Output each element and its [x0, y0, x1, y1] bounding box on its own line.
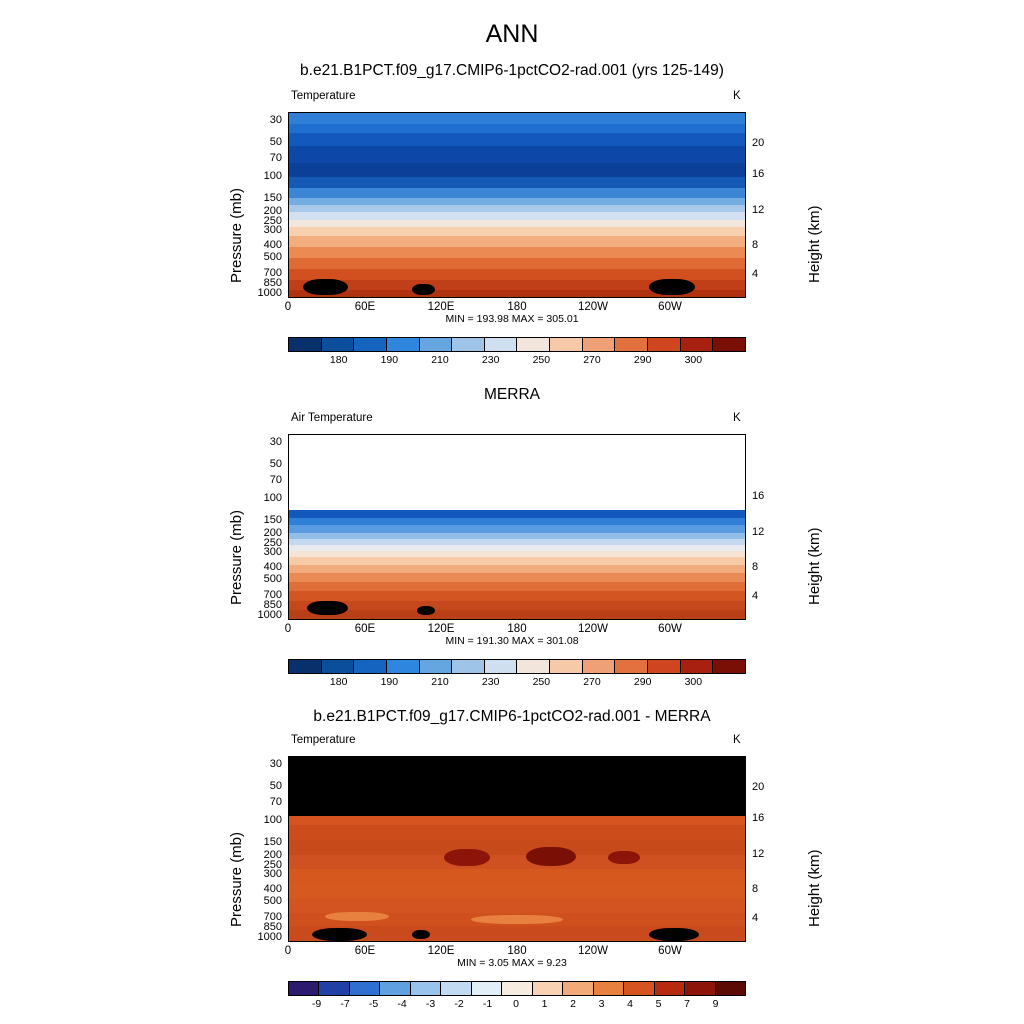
panel-1-colorbar-label-7: 300: [684, 354, 703, 366]
panel-2-contour-band-1: [289, 518, 745, 525]
panel-2-ytick-300: 300: [263, 546, 282, 558]
panel-3-colorbar-segment-7: [501, 982, 531, 995]
panel-1-colorbar-label-6: 290: [633, 354, 652, 366]
panel-2-ytick-30: 30: [269, 436, 282, 448]
panel-2-contour-band-10: [289, 582, 745, 591]
panel-3-ytick-30: 30: [269, 758, 282, 770]
panel-1-colorbar-segment-9: [582, 338, 615, 351]
panel-3-unit-label: K: [733, 734, 741, 746]
panel-3-colorbar-labels: [288, 998, 744, 1012]
panel-2-contour-band-8: [289, 565, 745, 573]
panel-1-colorbar-segment-8: [549, 338, 582, 351]
panel-3-terrain-mask-1: [312, 928, 367, 941]
panel-2-colorbar-segment-3: [386, 660, 419, 673]
panel-3-colorbar-label-2: -5: [368, 998, 379, 1010]
panel-2-colorbar-label-1: 190: [380, 676, 399, 688]
panel-3-colorbar-label-6: -1: [482, 998, 493, 1010]
panel-3-colorbar-label-11: 4: [627, 998, 633, 1010]
panel-1-contour-band-9: [289, 212, 745, 219]
panel-1-ytick-100: 100: [263, 170, 282, 182]
panel-2-unit-label: K: [733, 412, 741, 424]
panel-2-terrain-mask-2: [417, 606, 435, 615]
panel-1-colorbar-label-3: 230: [481, 354, 500, 366]
panel-1-contour-band-4: [289, 163, 745, 178]
panel-2-xtick-180: 180: [507, 623, 527, 635]
panel-2-colorbar-segment-8: [549, 660, 582, 673]
panel-3-y-axis-title-right: Height (km): [806, 849, 823, 927]
panel-1-var-label: Temperature: [291, 90, 356, 102]
panel-2-xtick-120W: 120W: [577, 623, 609, 635]
panel-3-colorbar-label-12: 5: [655, 998, 662, 1010]
panel-1-contour-band-7: [289, 198, 745, 205]
panel-1-colorbar-label-4: 250: [532, 354, 551, 366]
panel-3-colorbar-label-13: 7: [684, 998, 690, 1010]
panel-2-ytick-400: 400: [263, 561, 282, 573]
panel-1-xtick-120W: 120W: [577, 301, 609, 313]
panel-1-contour-band-1: [289, 124, 745, 133]
panel-3-colorbar-label-8: 1: [541, 998, 548, 1010]
panel-3-ytick-850: 850: [263, 921, 282, 933]
panel-1-minmax: MIN = 193.98 MAX = 305.01: [445, 313, 579, 325]
panel-2-contour-band-12: [289, 601, 745, 610]
panel-2-ytick-850: 850: [263, 599, 282, 611]
panel-1-ytick-250: 250: [263, 215, 282, 227]
panel-3-ytick-right-20: 20: [752, 781, 765, 793]
panel-3-xtick-120E: 120E: [427, 945, 455, 957]
panel-2-ytick-70: 70: [269, 474, 282, 486]
panel-2-minmax: MIN = 191.30 MAX = 301.08: [445, 635, 579, 647]
panel-2-colorbar-segment-0: [289, 660, 321, 673]
panel-3-ytick-50: 50: [269, 780, 282, 792]
panel-3-ytick-right-12: 12: [752, 848, 765, 860]
panel-1-ytick-1000: 1000: [257, 287, 282, 299]
panel-3-ytick-150: 150: [263, 836, 282, 848]
panel-3-warm-streak-1: [325, 912, 389, 921]
panel-2-colorbar-segment-5: [451, 660, 484, 673]
panel-2-ytick-50: 50: [269, 458, 282, 470]
panel-3-y-axis-title: Pressure (mb): [228, 831, 245, 927]
panel-1-contour-band-14: [289, 258, 745, 269]
panel-3-colorbar-label-3: -4: [397, 998, 407, 1010]
panel-2-ytick-100: 100: [263, 492, 282, 504]
panel-3-xtick-60W: 60W: [658, 945, 682, 957]
panel-3-hotspot-3: [608, 851, 640, 864]
panel-1-terrain-mask-3: [649, 279, 695, 296]
panel-2-y-axis-title-right: Height (km): [806, 527, 823, 605]
panel-3-colorbar-segment-6: [471, 982, 501, 995]
panel-2-colorbar[interactable]: [288, 659, 746, 674]
panel-2-colorbar-label-4: 250: [532, 676, 551, 688]
panel-2-ytick-250: 250: [263, 537, 282, 549]
panel-2-colorbar-segment-2: [353, 660, 386, 673]
panel-3-ytick-200: 200: [263, 849, 282, 861]
panel-1-colorbar-labels: [288, 354, 744, 368]
panel-3-xtick-180: 180: [507, 945, 527, 957]
panel-3-colorbar-segment-13: [684, 982, 714, 995]
panel-3-contour-band-6: [289, 884, 745, 899]
panel-1-colorbar[interactable]: [288, 337, 746, 352]
panel-3-colorbar-segment-11: [623, 982, 653, 995]
panel-1-y-axis-title: Pressure (mb): [228, 187, 245, 283]
panel-1-contour-band-12: [289, 236, 745, 247]
panel-3-colorbar-segment-4: [410, 982, 440, 995]
panel-2-contour-band-2: [289, 525, 745, 532]
panel-1-colorbar-segment-13: [712, 338, 745, 351]
panel-1-terrain-mask-1: [303, 279, 349, 296]
panel-3-colorbar-label-10: 3: [598, 998, 605, 1010]
panel-3-colorbar-label-1: -7: [340, 998, 350, 1010]
panel-2-colorbar-segment-6: [484, 660, 517, 673]
panel-3-ytick-700: 700: [263, 911, 282, 923]
panel-2-colorbar-segment-12: [680, 660, 713, 673]
panel-1-ytick-50: 50: [269, 136, 282, 148]
panel-3-colorbar-segment-2: [349, 982, 379, 995]
panel-2-contour-band-9: [289, 573, 745, 582]
panel-1-ytick-200: 200: [263, 205, 282, 217]
panel-1-colorbar-segment-6: [484, 338, 517, 351]
panel-3-colorbar-label-0: -9: [311, 998, 322, 1010]
panel-1-xtick-60W: 60W: [658, 301, 682, 313]
panel-2-ytick-200: 200: [263, 527, 282, 539]
main-title: ANN: [485, 20, 539, 48]
panel-3-contour-band-2: [289, 840, 745, 855]
panel-1-colorbar-segment-4: [419, 338, 452, 351]
panel-1-contour-band-6: [289, 188, 745, 197]
panel-3-ytick-400: 400: [263, 883, 282, 895]
panel-1-ytick-right-20: 20: [752, 137, 765, 149]
panel-1-terrain-mask-2: [412, 284, 435, 295]
panel-1-contour-band-5: [289, 177, 745, 188]
panel-2-var-label: Air Temperature: [291, 412, 373, 424]
panel-1-xtick-120E: 120E: [427, 301, 455, 313]
panel-2-xtick-60E: 60E: [354, 623, 376, 635]
panel-1-colorbar-segment-3: [386, 338, 419, 351]
panel-1-contour-band-11: [289, 227, 745, 236]
panel-1-colorbar-segment-2: [353, 338, 386, 351]
panel-2-nodata-region: [289, 435, 745, 510]
panel-1-title: b.e21.B1PCT.f09_g17.CMIP6-1pctCO2-rad.001 (yrs 125-149): [300, 62, 724, 79]
panel-1-colorbar-segment-7: [516, 338, 549, 351]
panel-3-colorbar-label-5: -2: [454, 998, 464, 1010]
panel-1-ytick-right-12: 12: [752, 204, 765, 216]
panel-3-colorbar-label-9: 2: [570, 998, 576, 1010]
panel-2-colorbar-label-2: 210: [431, 676, 449, 688]
panel-2-colorbar-labels: [288, 676, 744, 690]
panel-3-colorbar-segment-5: [440, 982, 470, 995]
panel-3-ytick-250: 250: [263, 859, 282, 871]
panel-3-contour-band-0: [289, 816, 745, 825]
panel-2-ytick-right-8: 8: [752, 561, 759, 573]
panel-2-colorbar-segment-7: [516, 660, 549, 673]
panel-1-contour-band-0: [289, 113, 745, 124]
panel-1-colorbar-segment-12: [680, 338, 713, 351]
panel-2-colorbar-label-0: 180: [329, 676, 348, 688]
panel-1-ytick-700: 700: [263, 267, 282, 279]
panel-2-colorbar-segment-13: [712, 660, 745, 673]
panel-3-ytick-right-4: 4: [752, 912, 759, 924]
panel-1-colorbar-label-0: 180: [329, 354, 348, 366]
panel-1-colorbar-segment-11: [647, 338, 680, 351]
panel-3-colorbar-segment-3: [379, 982, 409, 995]
panel-3-colorbar-label-4: -3: [425, 998, 436, 1010]
panel-2-colorbar-label-5: 270: [583, 676, 601, 688]
panel-2-contour-band-13: [289, 610, 745, 619]
panel-1-plot[interactable]: [288, 112, 746, 298]
panel-2-colorbar-segment-9: [582, 660, 615, 673]
panel-2-title: MERRA: [484, 386, 540, 403]
panel-1-xtick-60E: 60E: [354, 301, 376, 313]
panel-1-ytick-400: 400: [263, 239, 282, 251]
panel-1-ytick-right-16: 16: [752, 168, 765, 180]
panel-3-xtick-120W: 120W: [577, 945, 609, 957]
panel-1-colorbar-label-2: 210: [431, 354, 449, 366]
panel-3-colorbar-label-7: 0: [513, 998, 519, 1010]
panel-3-contour-band-1: [289, 825, 745, 840]
panel-1-colorbar-label-1: 190: [380, 354, 399, 366]
panel-1-ytick-150: 150: [263, 192, 282, 204]
panel-2-contour-band-7: [289, 557, 745, 564]
panel-3-title: b.e21.B1PCT.f09_g17.CMIP6-1pctCO2-rad.001 - MERRA: [313, 708, 711, 725]
panel-3-colorbar-label-14: 9: [712, 998, 719, 1010]
panel-3-colorbar-segment-1: [318, 982, 348, 995]
panel-1-ytick-70: 70: [269, 152, 282, 164]
panel-3-ytick-100: 100: [263, 814, 282, 826]
panel-3-colorbar-segment-14: [715, 982, 745, 995]
panel-3-ytick-1000: 1000: [257, 931, 282, 943]
panel-3-var-label: Temperature: [291, 734, 356, 746]
panel-3-contour-band-4: [289, 869, 745, 884]
panel-1-contour-band-2: [289, 133, 745, 146]
panel-3-colorbar-segment-0: [289, 982, 318, 995]
panel-1-colorbar-label-5: 270: [583, 354, 601, 366]
panel-3-colorbar-segment-12: [654, 982, 684, 995]
panel-1-contour-band-13: [289, 247, 745, 258]
panel-2-xtick-60W: 60W: [658, 623, 682, 635]
panel-2-terrain-mask-1: [307, 601, 348, 616]
panel-3-plot[interactable]: [288, 756, 746, 942]
panel-1-ytick-right-8: 8: [752, 239, 759, 251]
panel-2-plot[interactable]: [288, 434, 746, 620]
panel-1-ytick-30: 30: [269, 114, 282, 126]
panel-1-ytick-850: 850: [263, 277, 282, 289]
panel-2-colorbar-segment-4: [419, 660, 452, 673]
panel-2-ytick-150: 150: [263, 514, 282, 526]
panel-3-ytick-300: 300: [263, 868, 282, 880]
panel-1-unit-label: K: [733, 90, 741, 102]
panel-1-contour-band-3: [289, 146, 745, 163]
panel-3-colorbar-segment-8: [532, 982, 562, 995]
panel-1-colorbar-segment-1: [321, 338, 354, 351]
panel-1-y-axis-title-right: Height (km): [806, 205, 823, 283]
panel-2-ytick-right-16: 16: [752, 490, 765, 502]
panel-1-xtick-180: 180: [507, 301, 527, 313]
panel-3-masked-region: [289, 757, 745, 816]
panel-1-xtick-0: 0: [284, 301, 292, 313]
panel-3-ytick-right-16: 16: [752, 812, 765, 824]
panel-2-colorbar-label-6: 290: [633, 676, 652, 688]
panel-3-contour-band-3: [289, 855, 745, 870]
panel-1-ytick-500: 500: [263, 251, 282, 263]
panel-2-ytick-1000: 1000: [257, 609, 282, 621]
panel-1-contour-band-8: [289, 205, 745, 212]
panel-3-terrain-mask-2: [412, 930, 430, 939]
panel-3-colorbar-segment-9: [562, 982, 592, 995]
panel-3-terrain-mask-3: [649, 928, 699, 941]
panel-2-colorbar-segment-10: [614, 660, 647, 673]
panel-2-colorbar-label-3: 230: [481, 676, 500, 688]
panel-1-colorbar-segment-5: [451, 338, 484, 351]
panel-3-xtick-60E: 60E: [354, 945, 376, 957]
panel-2-ytick-right-4: 4: [752, 590, 759, 602]
panel-2-colorbar-segment-11: [647, 660, 680, 673]
panel-2-xtick-0: 0: [284, 623, 292, 635]
panel-3-hotspot-2: [526, 847, 576, 865]
panel-3-ytick-70: 70: [269, 796, 282, 808]
panel-1-colorbar-segment-0: [289, 338, 321, 351]
panel-3-colorbar[interactable]: [288, 981, 746, 996]
panel-2-contour-band-0: [289, 510, 745, 517]
panel-3-hotspot-1: [444, 849, 490, 866]
panel-2-colorbar-label-7: 300: [684, 676, 703, 688]
panel-2-colorbar-segment-1: [321, 660, 354, 673]
panel-3-colorbar-segment-10: [593, 982, 623, 995]
panel-1-ytick-300: 300: [263, 224, 282, 236]
panel-2-ytick-500: 500: [263, 573, 282, 585]
panel-3-minmax: MIN = 3.05 MAX = 9.23: [457, 957, 567, 969]
panel-2-ytick-right-12: 12: [752, 526, 765, 538]
panel-3-xtick-0: 0: [284, 945, 292, 957]
panel-1-contour-band-10: [289, 220, 745, 227]
panel-2-contour-band-11: [289, 591, 745, 600]
panel-3-ytick-right-8: 8: [752, 883, 759, 895]
panel-1-colorbar-segment-10: [614, 338, 647, 351]
panel-2-ytick-700: 700: [263, 589, 282, 601]
panel-1-ytick-right-4: 4: [752, 268, 759, 280]
panel-2-xtick-120E: 120E: [427, 623, 455, 635]
panel-3-ytick-500: 500: [263, 895, 282, 907]
panel-2-y-axis-title: Pressure (mb): [228, 509, 245, 605]
